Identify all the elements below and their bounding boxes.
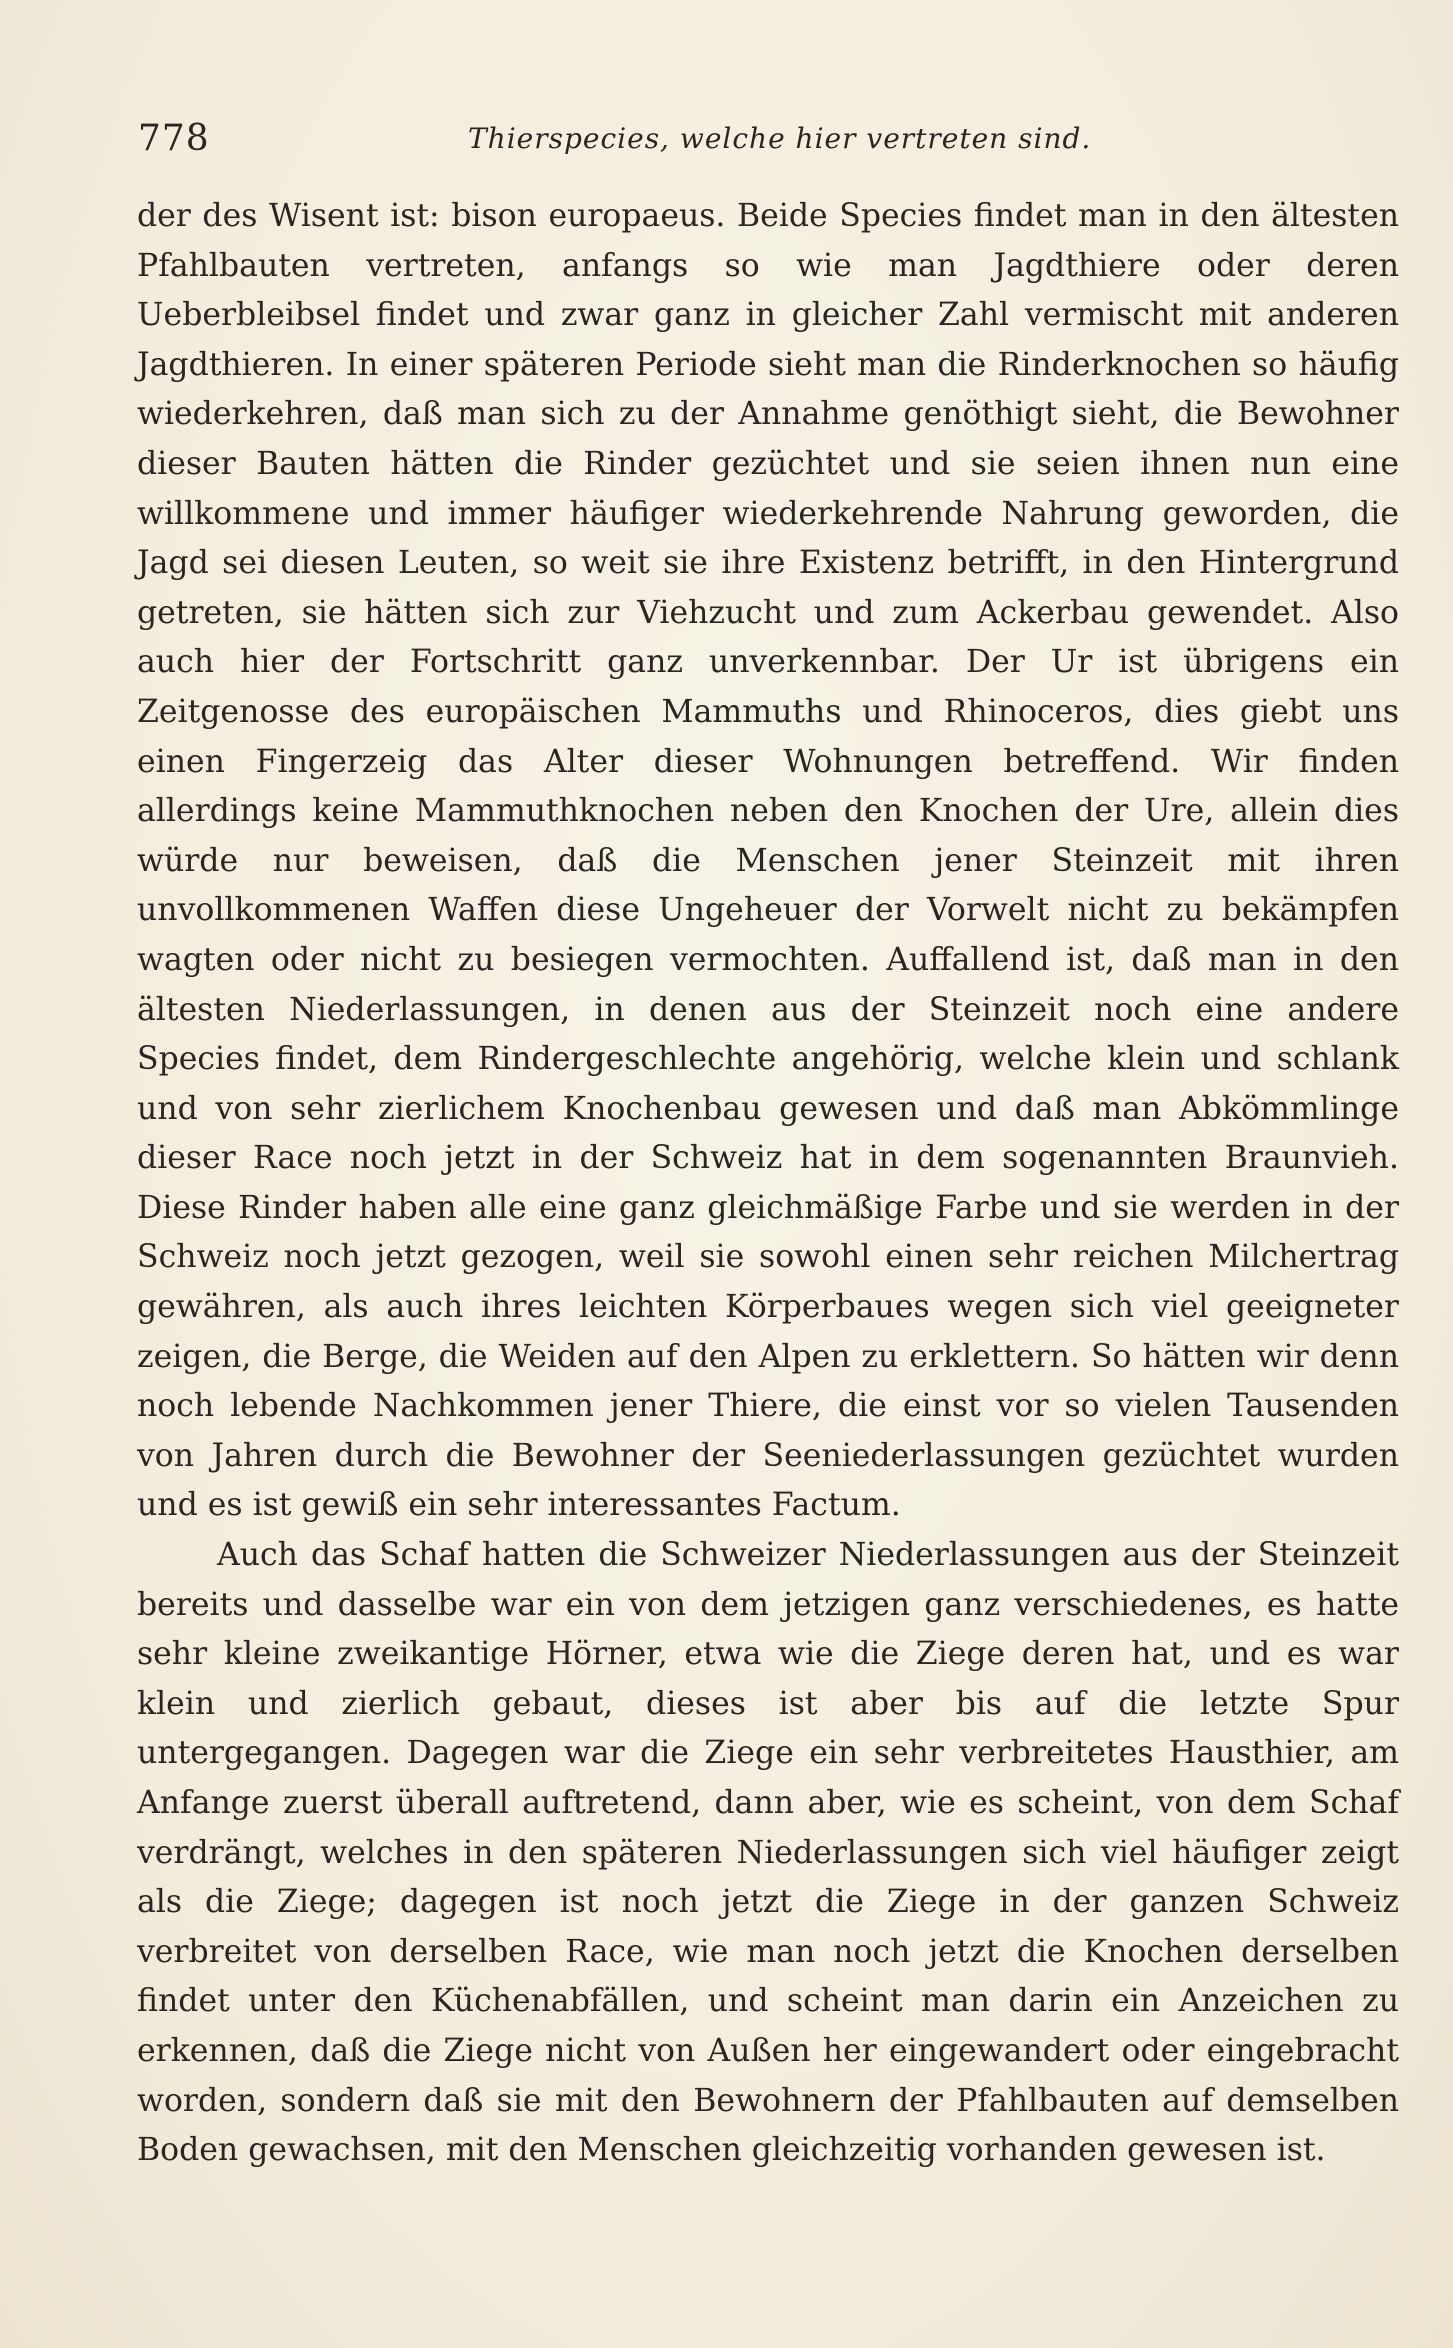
running-title: Thierspecies, welche hier vertreten sind. [468, 122, 1092, 155]
paragraph-cattle: der des Wisent ist: bison europaeus. Beide Species findet man in den ältesten Pfahlbauten vertreten, anfangs so wie man Jagdthiere oder deren Ueberbleibsel findet und zwar ganz in gleicher Zahl vermischt mit anderen Jagdthieren. In einer späteren Periode sieht man die Rinderknochen so häufig wiederkehren, daß man sich zu der Annahme genöthigt sieht, die Bewohner dieser Bauten hätten die Rinder gezüchtet und sie seien ihnen nun eine willkommene und immer häufiger wiederkehrende Nahrung geworden, die Jagd sei diesen Leuten, so weit sie ihre Existenz betrifft, in den Hintergrund getreten, sie hätten sich zur Viehzucht und zum Ackerbau gewendet. Also auch hier der Fortschritt ganz unverkennbar. Der Ur ist übrigens ein Zeitgenosse des europäischen Mammuths und Rhinoceros, dies giebt uns einen Fingerzeig das Alter dieser Wohnungen betreffend. Wir finden allerdings keine Mammuthknochen neben den Knochen der Ure, allein dies würde nur beweisen, daß die Menschen jener Steinzeit mit ihren unvollkommenen Waffen diese Ungeheuer der Vorwelt nicht zu bekämpfen wagten oder nicht zu besiegen vermochten. Auffallend ist, daß man in den ältesten Niederlassungen, in denen aus der Steinzeit noch eine andere Species findet, dem Rindergeschlechte angehörig, welche klein und schlank und von sehr zierlichem Knochenbau gewesen und daß man Abkömmlinge dieser Race noch jetzt in der Schweiz hat in dem sogenannten Braunvieh. Diese Rinder haben alle eine ganz gleichmäßige Farbe und sie werden in der Schweiz noch jetzt gezogen, weil sie sowohl einen sehr reichen Milchertrag gewähren, als auch ihres leichten Körperbaues wegen sich viel geeigneter zeigen, die Berge, die Weiden auf den Alpen zu erklettern. So hätten wir denn noch lebende Nachkommen jener Thiere, die einst vor so vielen Tausenden von Jahren durch die Bewohner der Seeniederlassungen gezüchtet wurden und es ist gewiß ein sehr interessantes Factum. [137, 198, 1399, 1524]
page-number: 778 [138, 118, 210, 159]
paragraph-sheep-goat: Auch das Schaf hatten die Schweizer Niederlassungen aus der Steinzeit bereits und dasselbe war ein von dem jetzigen ganz verschiedenes, es hatte sehr kleine zweikantige Hörner, etwa wie die Ziege deren hat, und es war klein und zierlich gebaut, dieses ist aber bis auf die letzte Spur untergegangen. Dagegen war die Ziege ein sehr verbreitetes Hausthier, am Anfange zuerst überall auftretend, dann aber, wie es scheint, von dem Schaf verdrängt, welches in den späteren Niederlassungen sich viel häufiger zeigt als die Ziege; dagegen ist noch jetzt die Ziege in der ganzen Schweiz verbreitet von derselben Race, wie man noch jetzt die Knochen derselben findet unter den Küchenabfällen, und scheint man darin ein Anzeichen zu erkennen, daß die Ziege nicht von Außen her eingewandert oder eingebracht worden, sondern daß sie mit den Bewohnern der Pfahlbauten auf demselben Boden gewachsen, mit den Menschen gleichzeitig vorhanden gewesen ist. [137, 1537, 1399, 2169]
page-header [138, 112, 1400, 162]
body-text [137, 192, 1399, 2176]
